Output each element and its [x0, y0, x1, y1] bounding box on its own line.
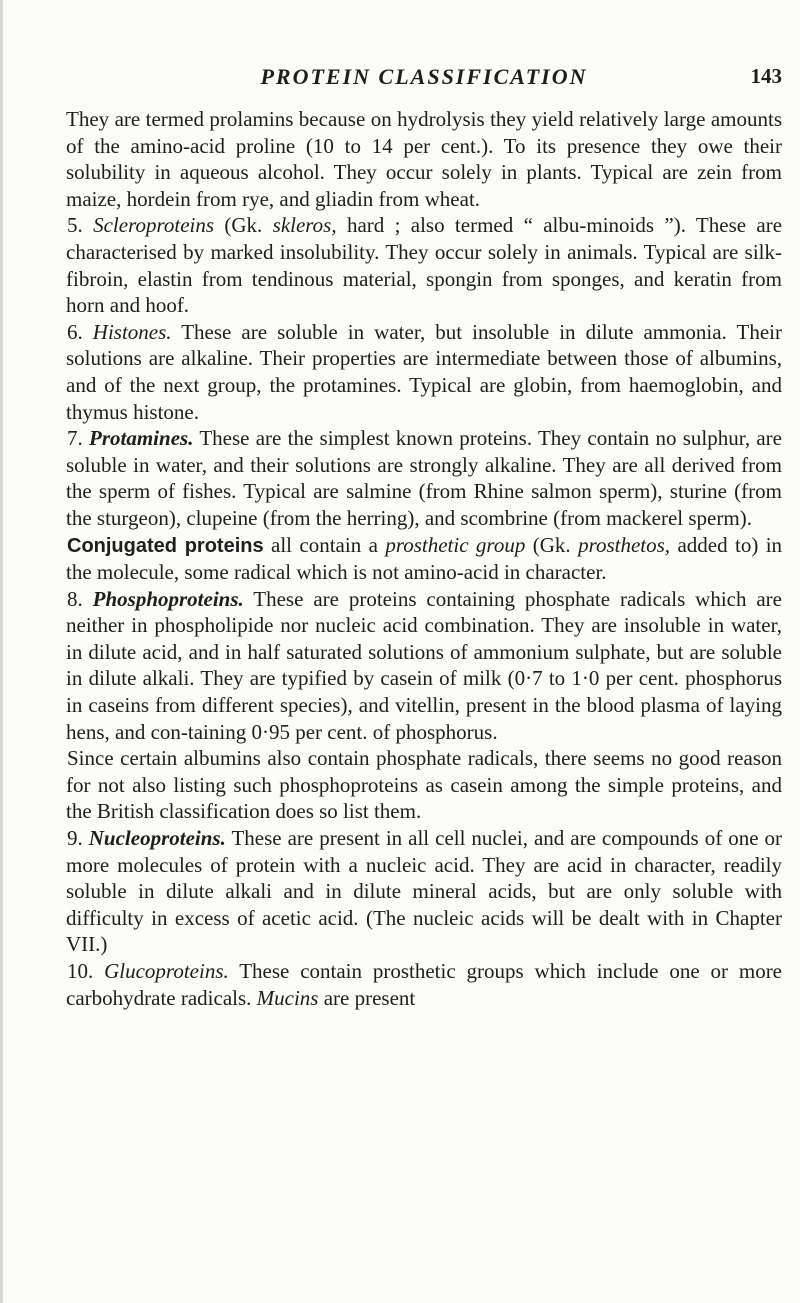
text-fragment: added to) in the molecule, some radical which is not amino-acid in character. [66, 532, 783, 585]
text-fragment: These are the simplest known proteins. They contain no sulphur, are soluble in water, and their solutions are strongly alkaline. They are all derived from the sperm of fishes. Typical are salmine (from Rhine salmon sperm), sturine (from the sturgeon), clupeine (from the herring), and scombrine (from mackerel sperm). [66, 426, 782, 530]
paragraph-scleroproteins [66, 212, 782, 318]
item-number: 8. [67, 586, 83, 611]
text-fragment: are present [323, 985, 416, 1010]
text-fragment: (Gk. [532, 532, 571, 557]
term-histones: Histones. [92, 319, 172, 344]
text-fragment: These are proteins containing phosphate radicals which are neither in phospholipide nor nucleic acid combination. They are insoluble in water, in dilute acid, and in half saturated solutions of ammonium sulphate, but are soluble in dilute alkali. They are typified by casein of milk (0·7 to 1·0 per cent. phosphorus in caseins from different species), and vitellin, present in the blood plasma of laying hens, and con-taining 0·95 per cent. of phosphorus. [66, 586, 782, 744]
text-fragment: (Gk. [224, 213, 263, 238]
greek-word: prosthetos, [578, 532, 671, 557]
running-header [66, 64, 782, 90]
term-glucoproteins: Glucoproteins. [104, 959, 229, 983]
text-fragment: all contain a [271, 532, 378, 557]
paragraph-albumins-note: Since certain albumins also contain phosphate radicals, there seems no good reason for not also listing such phosphoproteins as casein among the simple proteins, and the British classification does so list them. [66, 746, 782, 824]
paragraph-conjugated-proteins [66, 532, 782, 586]
term-phosphoproteins: Phosphoproteins. [92, 586, 244, 611]
item-number: 9. [67, 826, 83, 851]
item-number: 10. [67, 959, 94, 983]
greek-word: skleros, [272, 213, 337, 238]
term-prosthetic-group: prosthetic group [385, 532, 526, 557]
heading-conjugated-proteins: Conjugated proteins [67, 534, 264, 557]
term-nucleoproteins: Nucleoproteins. [88, 826, 226, 851]
running-title: PROTEIN CLASSIFICATION [260, 64, 588, 89]
paragraph-nucleoproteins [66, 825, 782, 958]
body-text [66, 106, 782, 1011]
paragraph-prolamins: They are termed prolamins because on hydrolysis they yield relatively large amounts of the amino-acid proline (10 to 14 per cent.). To its presence they owe their solubility in aqueous alcohol. They occur solely in plants. Typical are zein from maize, hordein from rye, and gliadin from wheat. [66, 107, 782, 211]
term-scleroproteins: Scleroproteins [93, 213, 215, 238]
item-number: 7. [67, 426, 83, 451]
term-protamines: Protamines. [89, 426, 194, 451]
paragraph-protamines [66, 425, 782, 531]
term-mucins: Mucins [256, 985, 319, 1010]
item-number: 6. [67, 319, 83, 344]
paragraph-phosphoproteins [66, 586, 782, 746]
paragraph-histones [66, 319, 782, 425]
paragraph-glucoproteins [66, 958, 782, 1011]
item-number: 5. [67, 213, 83, 238]
page-number: 143 [750, 64, 782, 88]
text-fragment: These are soluble in water, but insoluble in dilute ammonia. Their solutions are alkaline. Their properties are intermediate between those of albumins, and of the next group, the protamines. Typical are globin, from haemoglobin, and thymus histone. [66, 319, 782, 424]
text-fragment: hard ; also termed “ albu-minoids ”). These are characterised by marked insolubility. They occur solely in animals. Typical are silk-fibroin, elastin from tendinous material, spongin from sponges, and keratin from horn and hoof. [66, 213, 783, 318]
page-edge-shadow [0, 0, 3, 1303]
text-fragment: These are present in all cell nuclei, and are compounds of one or more molecules of protein with a nucleic acid. They are acid in character, readily soluble in dilute alkali and in dilute mineral acids, but are only soluble with difficulty in excess of acetic acid. (The nucleic acids will be dealt with in Chapter VII.) [66, 826, 782, 957]
text-fragment: These contain prosthetic groups which include one or more carbohydrate radicals. [66, 959, 783, 1010]
